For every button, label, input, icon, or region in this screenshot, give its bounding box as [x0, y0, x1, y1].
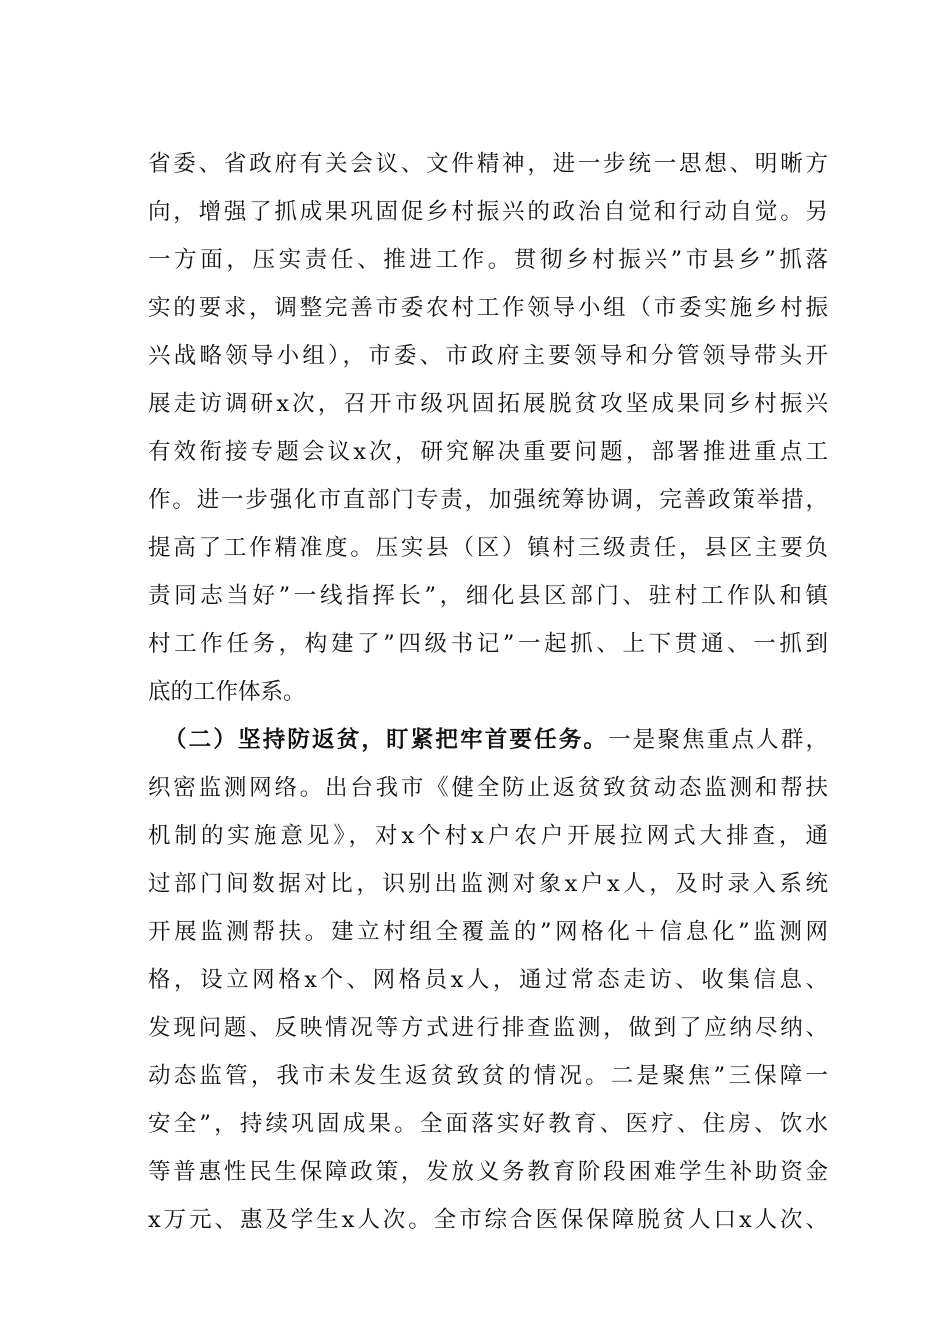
- section-heading: （二）坚持防返贫，盯紧把牢首要任务。: [164, 727, 609, 753]
- text-line: 有效衔接专题会议x次，研究解决重要问题，部署推进重点工: [148, 439, 828, 465]
- text-line: 安全”，持续巩固成果。全面落实好教育、医疗、住房、饮水: [148, 1111, 828, 1137]
- text-line: 开展监测帮扶。建立村组全覆盖的”网格化＋信息化”监测网: [148, 919, 828, 945]
- text-line: 兴战略领导小组），市委、市政府主要领导和分管领导带头开: [148, 343, 828, 369]
- text-line: 格，设立网格x个、网格员x人，通过常态走访、收集信息、: [148, 967, 828, 993]
- paragraph-1: [148, 140, 828, 716]
- text-line: 机制的实施意见》，对x个村x户农户开展拉网式大排查，通: [148, 823, 828, 849]
- text-line: [148, 716, 828, 764]
- text-line: 提高了工作精准度。压实县（区）镇村三级责任，县区主要负: [148, 535, 828, 561]
- text-line: 实的要求，调整完善市委农村工作领导小组（市委实施乡村振: [148, 295, 828, 321]
- text-line: 村工作任务，构建了”四级书记”一起抓、上下贯通、一抓到: [148, 631, 828, 657]
- text-line: 过部门间数据对比，识别出监测对象x户x人，及时录入系统: [148, 871, 828, 897]
- text-line: 向，增强了抓成果巩固促乡村振兴的政治自觉和行动自觉。另: [148, 199, 828, 225]
- paragraph-2: [148, 716, 828, 1244]
- text-line: 一方面，压实责任、推进工作。贯彻乡村振兴”市县乡”抓落: [148, 247, 828, 273]
- text-line: 动态监管，我市未发生返贫致贫的情况。二是聚焦”三保障一: [148, 1063, 828, 1089]
- text-line: x万元、惠及学生x人次。全市综合医保保障脱贫人口x人次、: [148, 1207, 828, 1233]
- text-line: 作。进一步强化市直部门专责，加强统筹协调，完善政策举措，: [148, 487, 828, 513]
- text-line: 责同志当好”一线指挥长”，细化县区部门、驻村工作队和镇: [148, 583, 828, 609]
- text-line: 织密监测网络。出台我市《健全防止返贫致贫动态监测和帮扶: [148, 775, 828, 801]
- body-text: [148, 140, 828, 1244]
- text-line: 发现问题、反映情况等方式进行排查监测，做到了应纳尽纳、: [148, 1015, 828, 1041]
- text-line: 等普惠性民生保障政策，发放义务教育阶段困难学生补助资金: [148, 1159, 828, 1185]
- text-line: 底的工作体系。: [148, 679, 306, 705]
- text-run: 一是聚焦重点人群，: [608, 727, 828, 753]
- text-line: 展走访调研x次，召开市级巩固拓展脱贫攻坚成果同乡村振兴: [148, 391, 828, 417]
- text-line: 省委、省政府有关会议、文件精神，进一步统一思想、明晰方: [148, 151, 828, 177]
